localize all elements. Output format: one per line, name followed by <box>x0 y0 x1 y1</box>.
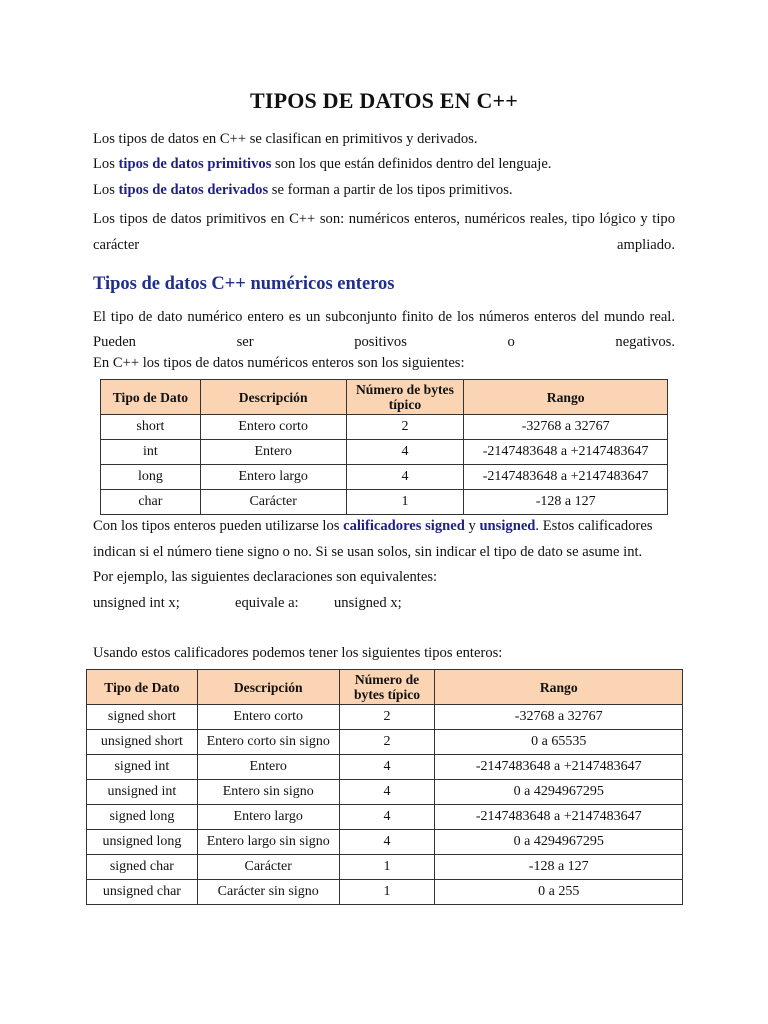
cell-tipo: unsigned int <box>87 780 198 805</box>
table-enteros <box>100 379 668 515</box>
table-row <box>101 440 668 465</box>
table-row <box>87 730 683 755</box>
cell-tipo: char <box>101 490 201 515</box>
cell-descripcion: Entero largo <box>200 465 346 490</box>
col-header-descripcion: Descripción <box>197 670 339 705</box>
cell-descripcion: Entero sin signo <box>197 780 339 805</box>
cell-tipo: short <box>101 415 201 440</box>
table-row <box>101 490 668 515</box>
cell-rango: -2147483648 a +2147483647 <box>435 755 683 780</box>
cell-bytes: 4 <box>339 755 435 780</box>
calificadores-line-2: indican si el número tiene signo o no. Si se usan solos, sin indicar el tipo de dato se asume int. <box>93 544 643 560</box>
cell-descripcion: Entero largo sin signo <box>197 830 339 855</box>
cell-tipo: unsigned long <box>87 830 198 855</box>
cell-tipo: signed char <box>87 855 198 880</box>
cell-descripcion: Carácter sin signo <box>197 880 339 905</box>
table-row <box>87 705 683 730</box>
cell-rango: 0 a 4294967295 <box>435 830 683 855</box>
section1-paragraph-2: En C++ los tipos de datos numéricos enteros son los siguientes: <box>93 355 465 371</box>
cell-tipo: int <box>101 440 201 465</box>
section1-paragraph-1: El tipo de dato numérico entero es un subconjunto finito de los números enteros del mundo real. Pueden ser positivos o negativos. <box>93 309 675 350</box>
calificadores-line-3: Por ejemplo, las siguientes declaraciones son equivalentes: <box>93 569 438 585</box>
page-title: TIPOS DE DATOS EN C++ <box>249 88 519 113</box>
calificadores-line-1 <box>93 517 675 535</box>
table-row <box>87 830 683 855</box>
cell-rango: -2147483648 a +2147483647 <box>464 440 668 465</box>
example-equivale: equivale a: <box>235 595 299 611</box>
cell-rango: -32768 a 32767 <box>464 415 668 440</box>
col-header-rango: Rango <box>435 670 683 705</box>
calificadores-line-1-pre: Con los tipos enteros pueden utilizarse los <box>93 518 344 534</box>
table-header-row <box>101 380 668 415</box>
col-header-rango: Rango <box>464 380 668 415</box>
table-calificadores <box>86 669 683 905</box>
intro-line-4: Los tipos de datos primitivos en C++ son: numéricos enteros, numéricos reales, tipo lógico y tipo carácter ampliado. <box>93 211 675 253</box>
table-row <box>87 805 683 830</box>
cell-bytes: 4 <box>339 780 435 805</box>
term-calificadores-signed: calificadores signed <box>343 518 465 534</box>
col-header-tipo: Tipo de Dato <box>101 380 201 415</box>
col-header-bytes: Número de bytes típico <box>346 380 464 415</box>
cell-rango: -2147483648 a +2147483647 <box>435 805 683 830</box>
intro-line-2 <box>93 155 675 173</box>
cell-bytes: 2 <box>339 705 435 730</box>
table-row <box>101 465 668 490</box>
calificadores-line-1-mid: y <box>464 518 480 534</box>
calificadores-line-1-post: . Estos calificadores <box>535 518 653 534</box>
table-row <box>87 855 683 880</box>
cell-rango: 0 a 4294967295 <box>435 780 683 805</box>
cell-rango: 0 a 255 <box>435 880 683 905</box>
section-heading-enteros: Tipos de datos C++ numéricos enteros <box>93 274 395 294</box>
intro-line-2-pre: Los <box>93 156 119 172</box>
example-code-a: unsigned int x; <box>93 595 180 611</box>
cell-bytes: 1 <box>339 855 435 880</box>
term-unsigned: unsigned <box>479 518 536 534</box>
cell-bytes: 1 <box>339 880 435 905</box>
cell-tipo: unsigned short <box>87 730 198 755</box>
cell-bytes: 2 <box>339 730 435 755</box>
cell-descripcion: Entero <box>197 755 339 780</box>
table-row <box>87 755 683 780</box>
cell-rango: 0 a 65535 <box>435 730 683 755</box>
intro-line-1: Los tipos de datos en C++ se clasifican en primitivos y derivados. <box>93 131 478 147</box>
cell-bytes: 4 <box>339 805 435 830</box>
cell-rango: -32768 a 32767 <box>435 705 683 730</box>
example-code-b: unsigned x; <box>334 595 402 611</box>
cell-rango: -128 a 127 <box>464 490 668 515</box>
intro-line-2-post: son los que están definidos dentro del lenguaje. <box>271 156 552 172</box>
example-line <box>93 594 675 612</box>
cell-bytes: 1 <box>346 490 464 515</box>
col-header-tipo: Tipo de Dato <box>87 670 198 705</box>
cell-tipo: unsigned char <box>87 880 198 905</box>
intro-line-3-post: se forman a partir de los tipos primitivos. <box>268 182 513 198</box>
cell-descripcion: Entero corto <box>200 415 346 440</box>
intro-line-3-pre: Los <box>93 182 119 198</box>
table-row <box>101 415 668 440</box>
cell-bytes: 4 <box>339 830 435 855</box>
col-header-descripcion: Descripción <box>200 380 346 415</box>
table-header-row <box>87 670 683 705</box>
cell-bytes: 4 <box>346 465 464 490</box>
cell-tipo: signed long <box>87 805 198 830</box>
col-header-bytes: Número de bytes típico <box>339 670 435 705</box>
calificadores-line-4: Usando estos calificadores podemos tener los siguientes tipos enteros: <box>93 645 503 661</box>
cell-descripcion: Carácter <box>197 855 339 880</box>
cell-bytes: 2 <box>346 415 464 440</box>
table-row <box>87 880 683 905</box>
cell-descripcion: Entero <box>200 440 346 465</box>
cell-rango: -2147483648 a +2147483647 <box>464 465 668 490</box>
table-row <box>87 780 683 805</box>
cell-tipo: long <box>101 465 201 490</box>
cell-bytes: 4 <box>346 440 464 465</box>
term-tipos-derivados: tipos de datos derivados <box>118 182 269 198</box>
cell-tipo: signed int <box>87 755 198 780</box>
cell-rango: -128 a 127 <box>435 855 683 880</box>
term-tipos-primitivos: tipos de datos primitivos <box>118 156 272 172</box>
intro-line-3 <box>93 181 675 199</box>
cell-descripcion: Carácter <box>200 490 346 515</box>
cell-descripcion: Entero corto sin signo <box>197 730 339 755</box>
cell-tipo: signed short <box>87 705 198 730</box>
cell-descripcion: Entero corto <box>197 705 339 730</box>
cell-descripcion: Entero largo <box>197 805 339 830</box>
